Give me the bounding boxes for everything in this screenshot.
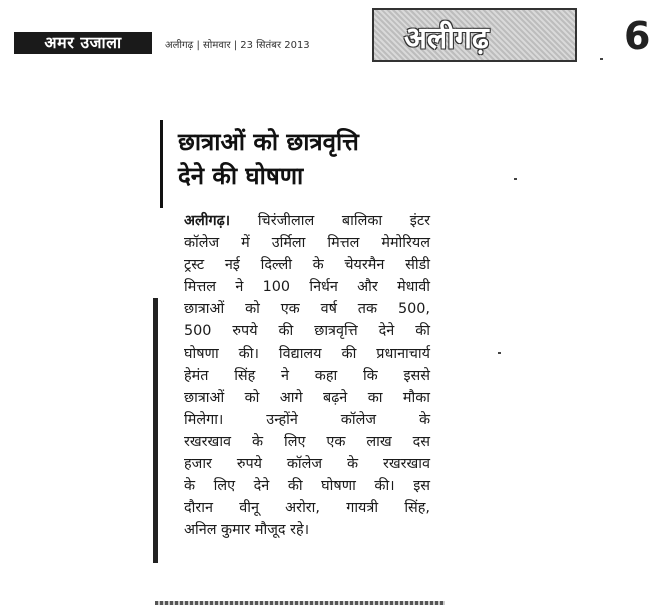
body-line: 500 रुपये की छात्रवृत्ति देने की [184, 323, 430, 340]
body-line: ट्रस्ट नई दिल्ली के चेयरमैन सीडी [184, 257, 430, 274]
body-line: मित्तल ने 100 निर्धन और मेधावी [184, 279, 430, 296]
article-headline [178, 125, 428, 193]
headline-line: छात्राओं को छात्रवृत्ति [178, 128, 359, 156]
body-line: छात्राओं को एक वर्ष तक 500, [184, 301, 430, 318]
newspaper-header [0, 0, 665, 70]
body-line: छात्राओं को आगे बढ़ने का मौका [184, 389, 430, 406]
column-rule-lower [153, 298, 158, 563]
body-line: दौरान वीनू अरोरा, गायत्री सिंह, [184, 500, 430, 517]
body-line: हजार रुपये कॉलेज के रखरखाव [184, 456, 430, 473]
article-dateline: अलीगढ़। [184, 213, 231, 229]
body-line: हेमंत सिंह ने कहा कि इससे [184, 367, 430, 384]
scan-speck [498, 352, 501, 354]
body-line: मिलेगा। उन्होंने कॉलेज के [184, 411, 430, 428]
scan-edge-noise [155, 601, 445, 605]
body-line: कॉलेज में उर्मिला मित्तल मेमोरियल [184, 235, 430, 252]
body-line: अलीगढ़। चिरंजीलाल बालिका इंटर [184, 213, 430, 229]
body-line: अनिल कुमार मौजूद रहे। [184, 522, 310, 539]
city-section-banner [372, 8, 577, 62]
scan-speck [514, 178, 517, 180]
news-article [160, 120, 440, 580]
body-line: के लिए देने की घोषणा की। इस [184, 478, 430, 495]
newspaper-logo: अमर उजाला [14, 32, 152, 54]
scan-speck [600, 58, 603, 60]
body-line: रखरखाव के लिए एक लाख दस [184, 433, 430, 450]
headline-line: देने की घोषणा [178, 162, 304, 190]
column-rule [160, 120, 163, 208]
body-line: घोषणा की। विद्यालय की प्रधानाचार्य [184, 345, 430, 362]
page-number: 6 [624, 14, 651, 58]
city-section-title: अलीगढ़ [404, 21, 489, 56]
edition-dateline: अलीगढ़ | सोमवार | 23 सितंबर 2013 [165, 40, 310, 51]
article-body [184, 210, 430, 541]
